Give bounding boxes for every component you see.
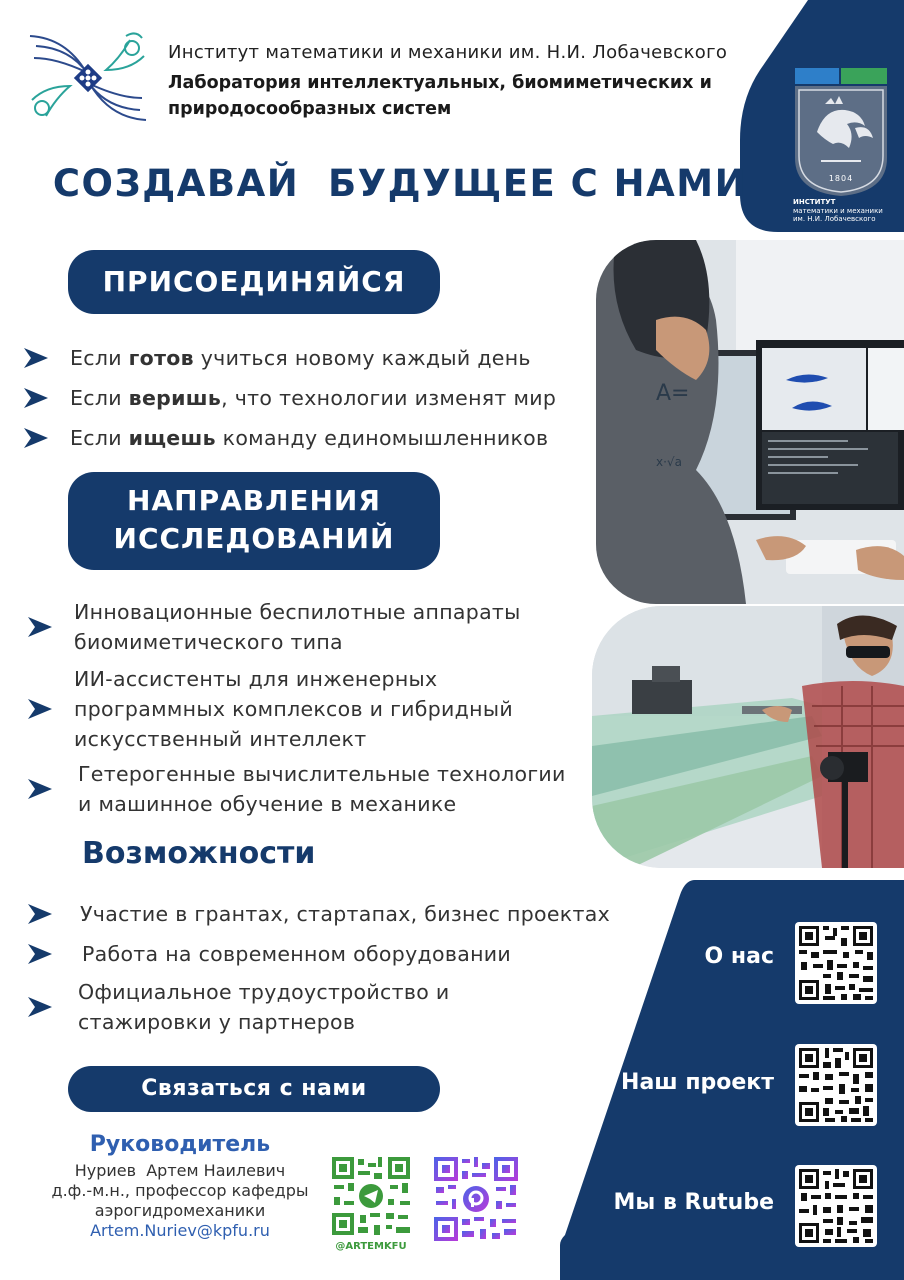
supervisor-email[interactable]: Artem.Nuriev@kpfu.ru — [90, 1221, 270, 1240]
research-item-line: и машинное обучение в механике — [78, 792, 457, 816]
join-item-text — [70, 343, 531, 373]
chevron-right-icon — [22, 426, 50, 450]
research-list — [26, 596, 616, 820]
our-project-qr-code[interactable] — [795, 1044, 877, 1126]
supervisor-title: Руководитель — [89, 1132, 271, 1157]
research-item-text — [74, 664, 513, 754]
about-us-label[interactable]: О нас — [704, 944, 774, 969]
lab-logo — [26, 28, 150, 128]
badge-caption-line-1: ИНСТИТУТ — [793, 198, 836, 206]
lab-name: Лаборатория интеллектуальных, биомиметических и природосообразных систем — [168, 73, 712, 119]
research-item-line: Гетерогенные вычислительные технологии — [78, 762, 566, 786]
rutube-label[interactable]: Мы в Rutube — [613, 1190, 774, 1215]
research-item-line: программных комплексов и гибридный — [74, 697, 513, 721]
research-item-line: Инновационные беспилотные аппараты — [74, 600, 521, 624]
join-item-text — [70, 383, 556, 413]
join-item-bold: готов — [128, 346, 194, 370]
research-item-line: ИИ-ассистенты для инженерных — [74, 667, 438, 691]
research-item-text — [74, 597, 521, 657]
join-item-pre: Если — [70, 346, 129, 370]
opportunity-item-line: стажировки у партнеров — [78, 1010, 356, 1034]
chevron-right-icon — [26, 995, 54, 1019]
chevron-right-icon — [22, 386, 50, 410]
chevron-right-icon — [26, 942, 54, 966]
research-item — [26, 758, 616, 820]
research-item-line: биомиметического типа — [74, 630, 343, 654]
join-item-post: , что технологии изменят мир — [221, 386, 557, 410]
headline: СОЗДАВАЙ БУДУЩЕЕ С НАМИ — [52, 162, 748, 205]
our-project-label[interactable]: Наш проект — [621, 1070, 774, 1095]
supervisor-name: Нуриев Артем Наилевич — [74, 1161, 286, 1180]
supervisor-degree: д.ф.-м.н., профессор кафедры — [51, 1181, 309, 1200]
about-us-qr-code[interactable] — [795, 922, 877, 1004]
join-list — [22, 338, 602, 458]
supervisor-block — [40, 1132, 320, 1240]
chevron-right-icon — [26, 697, 54, 721]
join-item-post: учиться новому каждый день — [193, 346, 531, 370]
opportunities-title: Возможности — [82, 836, 316, 871]
badge-year: 1804 — [828, 174, 854, 183]
opportunity-item — [26, 934, 646, 974]
lab-photo-computer — [596, 240, 904, 604]
opportunity-item — [26, 974, 646, 1040]
join-item-pre: Если — [70, 386, 129, 410]
opportunity-item — [26, 894, 646, 934]
chevron-right-icon — [26, 777, 54, 801]
research-item-line: искусственный интеллект — [74, 727, 367, 751]
opportunity-item-text: Участие в грантах, стартапах, бизнес проектах — [80, 902, 611, 926]
research-item-text — [78, 759, 566, 819]
join-section-title: ПРИСОЕДИНЯЙСЯ — [68, 250, 440, 314]
opportunities-list — [26, 894, 646, 1040]
badge-caption — [793, 198, 893, 224]
research-title-line-1: НАПРАВЛЕНИЯ — [127, 484, 381, 517]
join-item-bold: веришь — [128, 386, 222, 410]
supervisor-department: аэрогидромеханики — [94, 1201, 266, 1220]
join-item-pre: Если — [70, 426, 129, 450]
join-item-post: команду единомышленников — [215, 426, 549, 450]
join-item-text — [70, 423, 548, 453]
institute-badge — [795, 68, 887, 196]
opportunity-item-line: Официальное трудоустройство и — [78, 980, 450, 1004]
institute-name: Институт математики и механики им. Н.И. Лобачевского — [168, 42, 728, 63]
research-title-line-2: ИССЛЕДОВАНИЙ — [113, 522, 395, 555]
badge-caption-line-2: математики и механики — [793, 206, 883, 215]
svg-text:x·√a: x·√a — [656, 455, 682, 469]
badge-caption-line-3: им. Н.И. Лобачевского — [793, 215, 876, 223]
opportunity-item-text — [78, 977, 449, 1037]
telegram-qr-code[interactable] — [330, 1155, 412, 1237]
chevron-right-icon — [26, 902, 54, 926]
chevron-right-icon — [22, 346, 50, 370]
rutube-qr-code[interactable] — [795, 1165, 877, 1247]
social-qr-code[interactable] — [432, 1155, 520, 1243]
social-handle: @ARTEMKFU — [335, 1241, 407, 1252]
join-item — [22, 338, 602, 378]
svg-text:A=: A= — [656, 381, 690, 406]
research-item — [26, 662, 616, 756]
lab-photo-experiment — [592, 606, 904, 868]
join-item — [22, 418, 602, 458]
research-section-title — [68, 472, 440, 570]
chevron-right-icon — [26, 615, 54, 639]
join-item — [22, 378, 602, 418]
join-item-bold: ищешь — [128, 426, 216, 450]
contact-us-button[interactable]: Связаться с нами — [68, 1066, 440, 1112]
opportunity-item-text: Работа на современном оборудовании — [82, 942, 512, 966]
research-item — [26, 596, 616, 658]
